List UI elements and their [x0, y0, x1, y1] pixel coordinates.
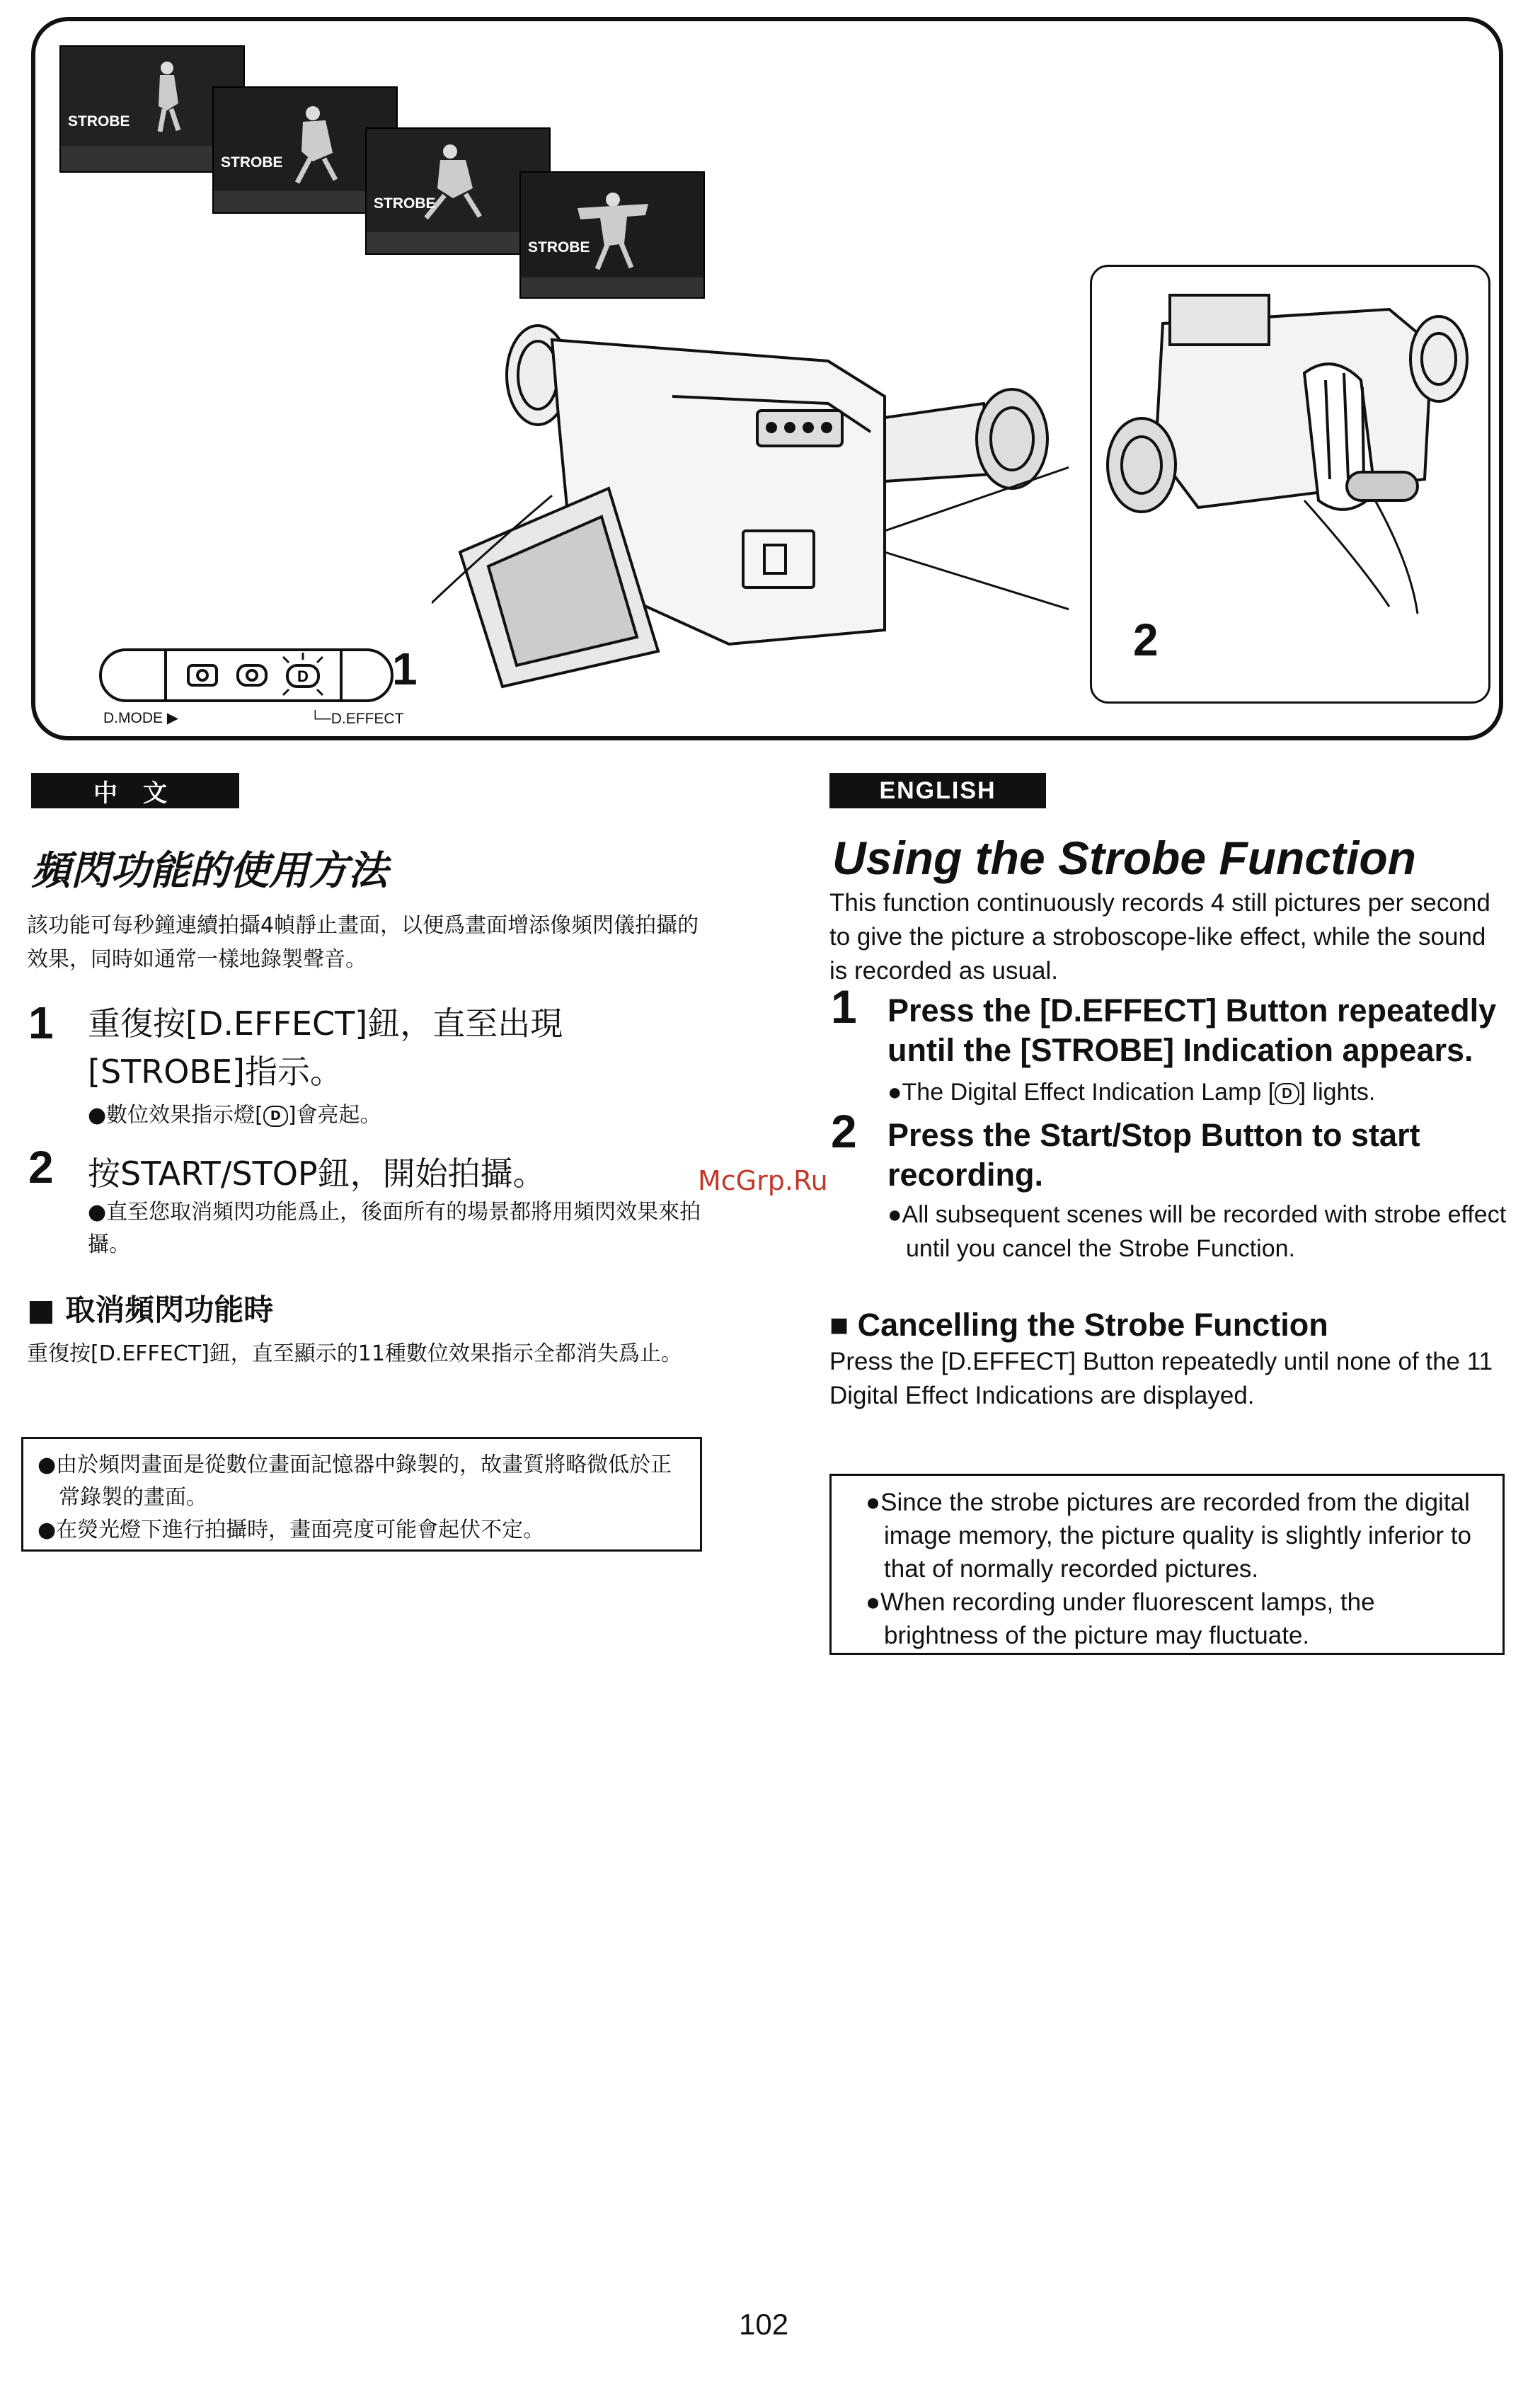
bullet-text-pre: ●The Digital Effect Indication Lamp [: [887, 1079, 1275, 1106]
chinese-intro: 該功能可每秒鐘連續拍攝4幀靜止畫面，以便爲畫面增添像頻閃儀拍攝的效果，同時如通常一樣地錄製聲音。: [27, 913, 699, 972]
bullet-text-pre: ●數位效果指示燈[: [88, 1103, 263, 1128]
chinese-cancel-title: ■ 取消頻閃功能時: [27, 1293, 274, 1327]
page-number: 102: [739, 2308, 789, 2341]
english-cancel-text: Press the [D.EFFECT] Button repeatedly until none of the 11 Digital Effect Indications are displayed.: [829, 1348, 1493, 1409]
strobe-label: STROBE: [221, 154, 283, 171]
figure-step-number: 1: [392, 643, 418, 694]
bullet-text-post: ]會亮起。: [287, 1103, 381, 1128]
english-step1-bullet: [887, 1079, 1375, 1106]
figure-silhouette-icon: [521, 173, 703, 297]
english-note: ●Since the strobe pictures are recorded from the digital image memory, the picture quality is slightly inferior to that of normally recorded pictures.: [866, 1489, 1471, 1583]
chinese-step1: 重復按[D.EFFECT]鈕，直至出現[STROBE]指示。: [88, 1004, 563, 1091]
english-title: Using the Strobe Function: [832, 832, 1416, 884]
english-cancel-title: ■ Cancelling the Strobe Function: [829, 1307, 1328, 1343]
strobe-label: STROBE: [68, 113, 130, 130]
dmode-button-strip-icon: [98, 644, 395, 708]
english-note: ●When recording under fluorescent lamps, the brightness of the picture may fluctuate.: [866, 1588, 1375, 1649]
dmode-caption: D.MODE ▶: [103, 710, 178, 726]
watermark: McGrp.Ru: [698, 1165, 828, 1196]
illustration-panel: [31, 17, 1503, 740]
english-intro: This function continuously records 4 still pictures per second to give the picture a stroboscope-like effect, while the sound is recorded as usual.: [829, 889, 1490, 985]
chinese-step2: 按START/STOP鈕，開始拍攝。: [88, 1154, 546, 1193]
chinese-step2-number: 2: [28, 1142, 54, 1193]
english-step2-bullet: ●All subsequent scenes will be recorded with strobe effect until you cancel the Strobe Function.: [887, 1201, 1507, 1262]
english-header: ENGLISH: [829, 773, 1046, 808]
chinese-title: 頻閃功能的使用方法: [31, 848, 388, 894]
chinese-notes-box: [21, 1437, 702, 1552]
english-step1: Press the [D.EFFECT] Button repeatedly until the [STROBE] Indication appears.: [887, 992, 1497, 1068]
camcorder-icon: [432, 319, 1069, 715]
digital-effect-lamp-icon: D: [1275, 1083, 1299, 1104]
english-step2: Press the Start/Stop Button to start recording.: [887, 1117, 1420, 1193]
english-notes-box: [829, 1474, 1505, 1655]
english-step1-number: 1: [831, 980, 857, 1033]
chinese-header: 中文: [31, 773, 239, 808]
chinese-step1-bullet: [88, 1097, 381, 1128]
strobe-label: STROBE: [374, 195, 436, 212]
bullet-text-post: ] lights.: [1299, 1079, 1376, 1106]
chinese-step2-bullet: ●直至您取消頻閃功能爲止，後面所有的場景都將用頻閃效果來拍攝。: [88, 1200, 701, 1257]
chinese-cancel-text: 重復按[D.EFFECT]鈕，直至顯示的11種數位效果指示全都消失爲止。: [27, 1341, 682, 1366]
figure-step-number: 2: [1133, 614, 1159, 665]
strobe-photo-4: [519, 171, 705, 299]
english-step2-number: 2: [831, 1105, 857, 1157]
deffect-button-glyph: D: [297, 667, 309, 685]
deffect-caption: └─D.EFFECT: [310, 711, 404, 727]
chinese-step1-number: 1: [28, 997, 54, 1048]
digital-effect-lamp-icon: D: [263, 1106, 288, 1127]
chinese-note: ●在熒光燈下進行拍攝時，畫面亮度可能會起伏不定。: [38, 1518, 545, 1542]
strobe-label: STROBE: [528, 239, 590, 256]
chinese-note: ●由於頻閃畫面是從數位畫面記憶器中錄製的，故畫質將略微低於正常錄製的畫面。: [38, 1452, 672, 1510]
inset-start-stop: [1090, 265, 1490, 704]
